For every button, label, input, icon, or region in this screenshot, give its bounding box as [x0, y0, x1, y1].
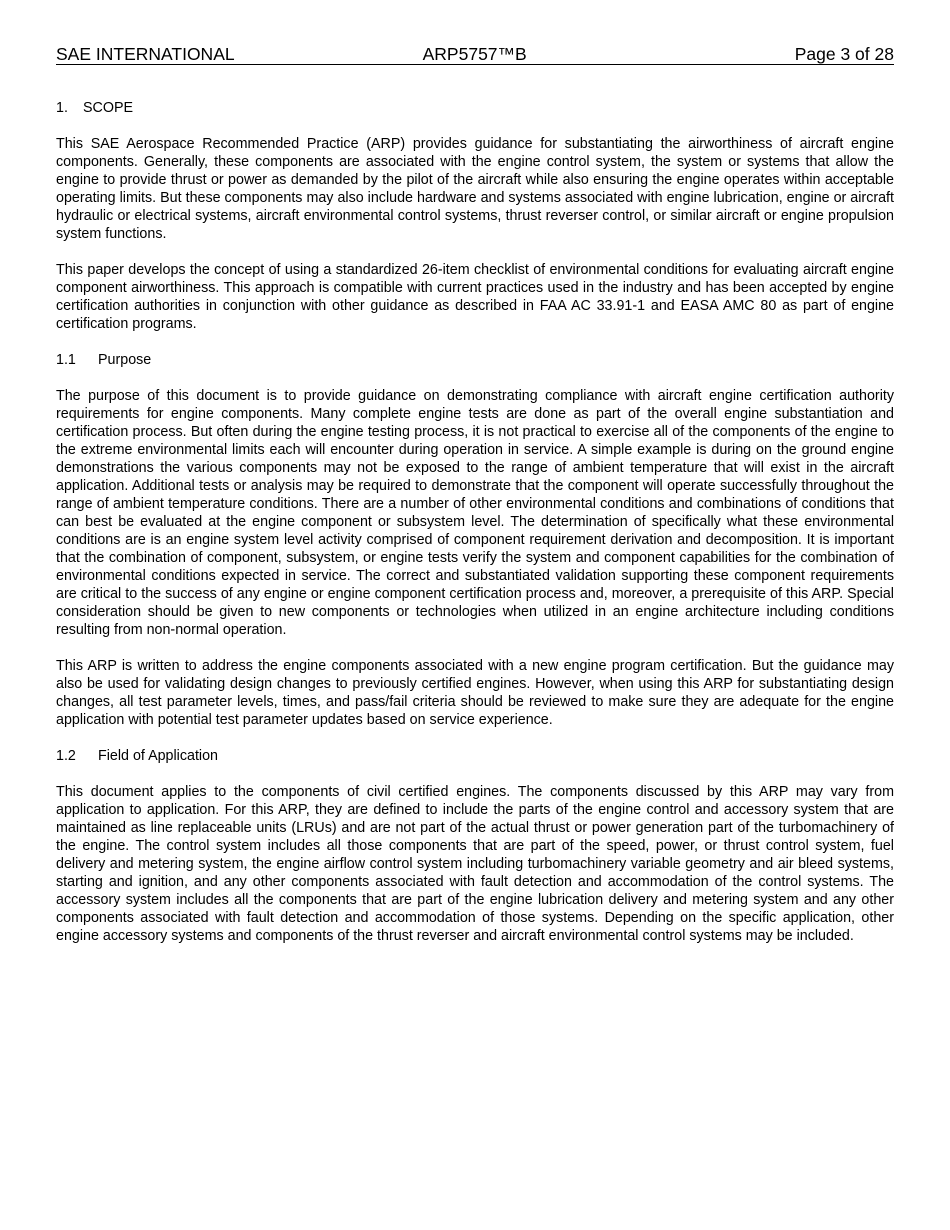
paragraph: The purpose of this document is to provide guidance on demonstrating compliance with aircraft engine certification authority requirements for engine components. Many complete engine tests are done as part of the overall engine substantiation and certification process. But often during the engine testing process, it is not practical to exercise all of the components of the engine to the extreme environmental limits each will encounter during operation in service. A simple example is during on the ground engine demonstrations the various components may not be exposed to the range of ambient temperature that will exist in the aircraft application. Additional tests or analysis may be required to demonstrate that the component will operate successfully throughout the range of ambient temperature conditions. There are a number of other environmental conditions and combinations of conditions that can best be evaluated at the engine component or subsystem level. The determination of specifically what these environmental conditions are is an engine system level activity comprised of component requirement derivation and decomposition. It is important that the combination of component, subsystem, or engine tests verify the system and component capabilities for the combination of environmental conditions expected in service. The correct and substantiated validation supporting these component requirements are critical to the success of any engine or engine component certification process and, moreover, a prerequisite of this ARP. Special consideration should be given to new components or technologies when utilized in an engine architecture including conditions resulting from non-normal operation. — [56, 388, 894, 638]
section-title: Field of Application — [98, 748, 219, 764]
section-number: 1.2 — [56, 748, 76, 764]
header-organization: SAE INTERNATIONAL — [56, 44, 235, 64]
section-number: 1. — [56, 100, 68, 116]
header-page-number: Page 3 of 28 — [794, 44, 894, 64]
paragraph: This document applies to the components of civil certified engines. The components discussed by this ARP may vary from application to application. For this ARP, they are defined to include the parts of the engine control and accessory system that are maintained as line replaceable units (LRUs) and are not part of the actual thrust or power generation part of the turbomachinery of the engine. The control system includes all those components that are part of the speed, power, or thrust control system, fuel delivery and metering system, the engine airflow control system including turbomachinery variable geometry and air bleed systems, starting and ignition, and any other components associated with fault detection and accommodation of the control systems. The accessory system includes all the components that are part of the engine lubrication delivery and metering system and any other components associated with fault detection and accommodation of those systems. Depending on the specific application, other engine accessory systems and components of the thrust reverser and aircraft environmental control systems may be included. — [56, 784, 894, 944]
header-document-number: ARP5757™B — [422, 44, 527, 64]
section-title: Purpose — [98, 352, 152, 368]
paragraph: This ARP is written to address the engine components associated with a new engine program certification. But the guidance may also be used for validating design changes to previously certified engines. However, when using this ARP for substantiating design changes, all test parameter levels, times, and pass/fail criteria should be reviewed to make sure they are adequate for the engine application with potential test parameter updates based on service experience. — [56, 658, 894, 728]
section-heading-purpose — [56, 351, 894, 369]
section-number: 1.1 — [56, 352, 76, 368]
section-title: SCOPE — [83, 100, 134, 116]
section-heading-field-of-application — [56, 747, 894, 765]
paragraph: This paper develops the concept of using a standardized 26-item checklist of environmental conditions for evaluating aircraft engine component airworthiness. This approach is compatible with current practices used in the industry and has been accepted by engine certification authorities in conjunction with other guidance as described in FAA AC 33.91-1 and EASA AMC 80 as part of engine certification programs. — [56, 262, 894, 332]
paragraph: This SAE Aerospace Recommended Practice (ARP) provides guidance for substantiating the airworthiness of aircraft engine components. Generally, these components are associated with the engine control system, the system or systems that allow the engine to provide thrust or power as demanded by the pilot of the aircraft while also ensuring the engine operates within acceptable operating limits. But these components may also include hardware and systems associated with engine lubrication, engine or aircraft hydraulic or electrical systems, aircraft environmental control systems, thrust reverser control, or similar aircraft or engine propulsion system functions. — [56, 136, 894, 242]
document-page — [56, 43, 894, 963]
section-heading-scope — [56, 99, 894, 117]
document-body — [56, 99, 894, 945]
running-header — [56, 43, 894, 65]
